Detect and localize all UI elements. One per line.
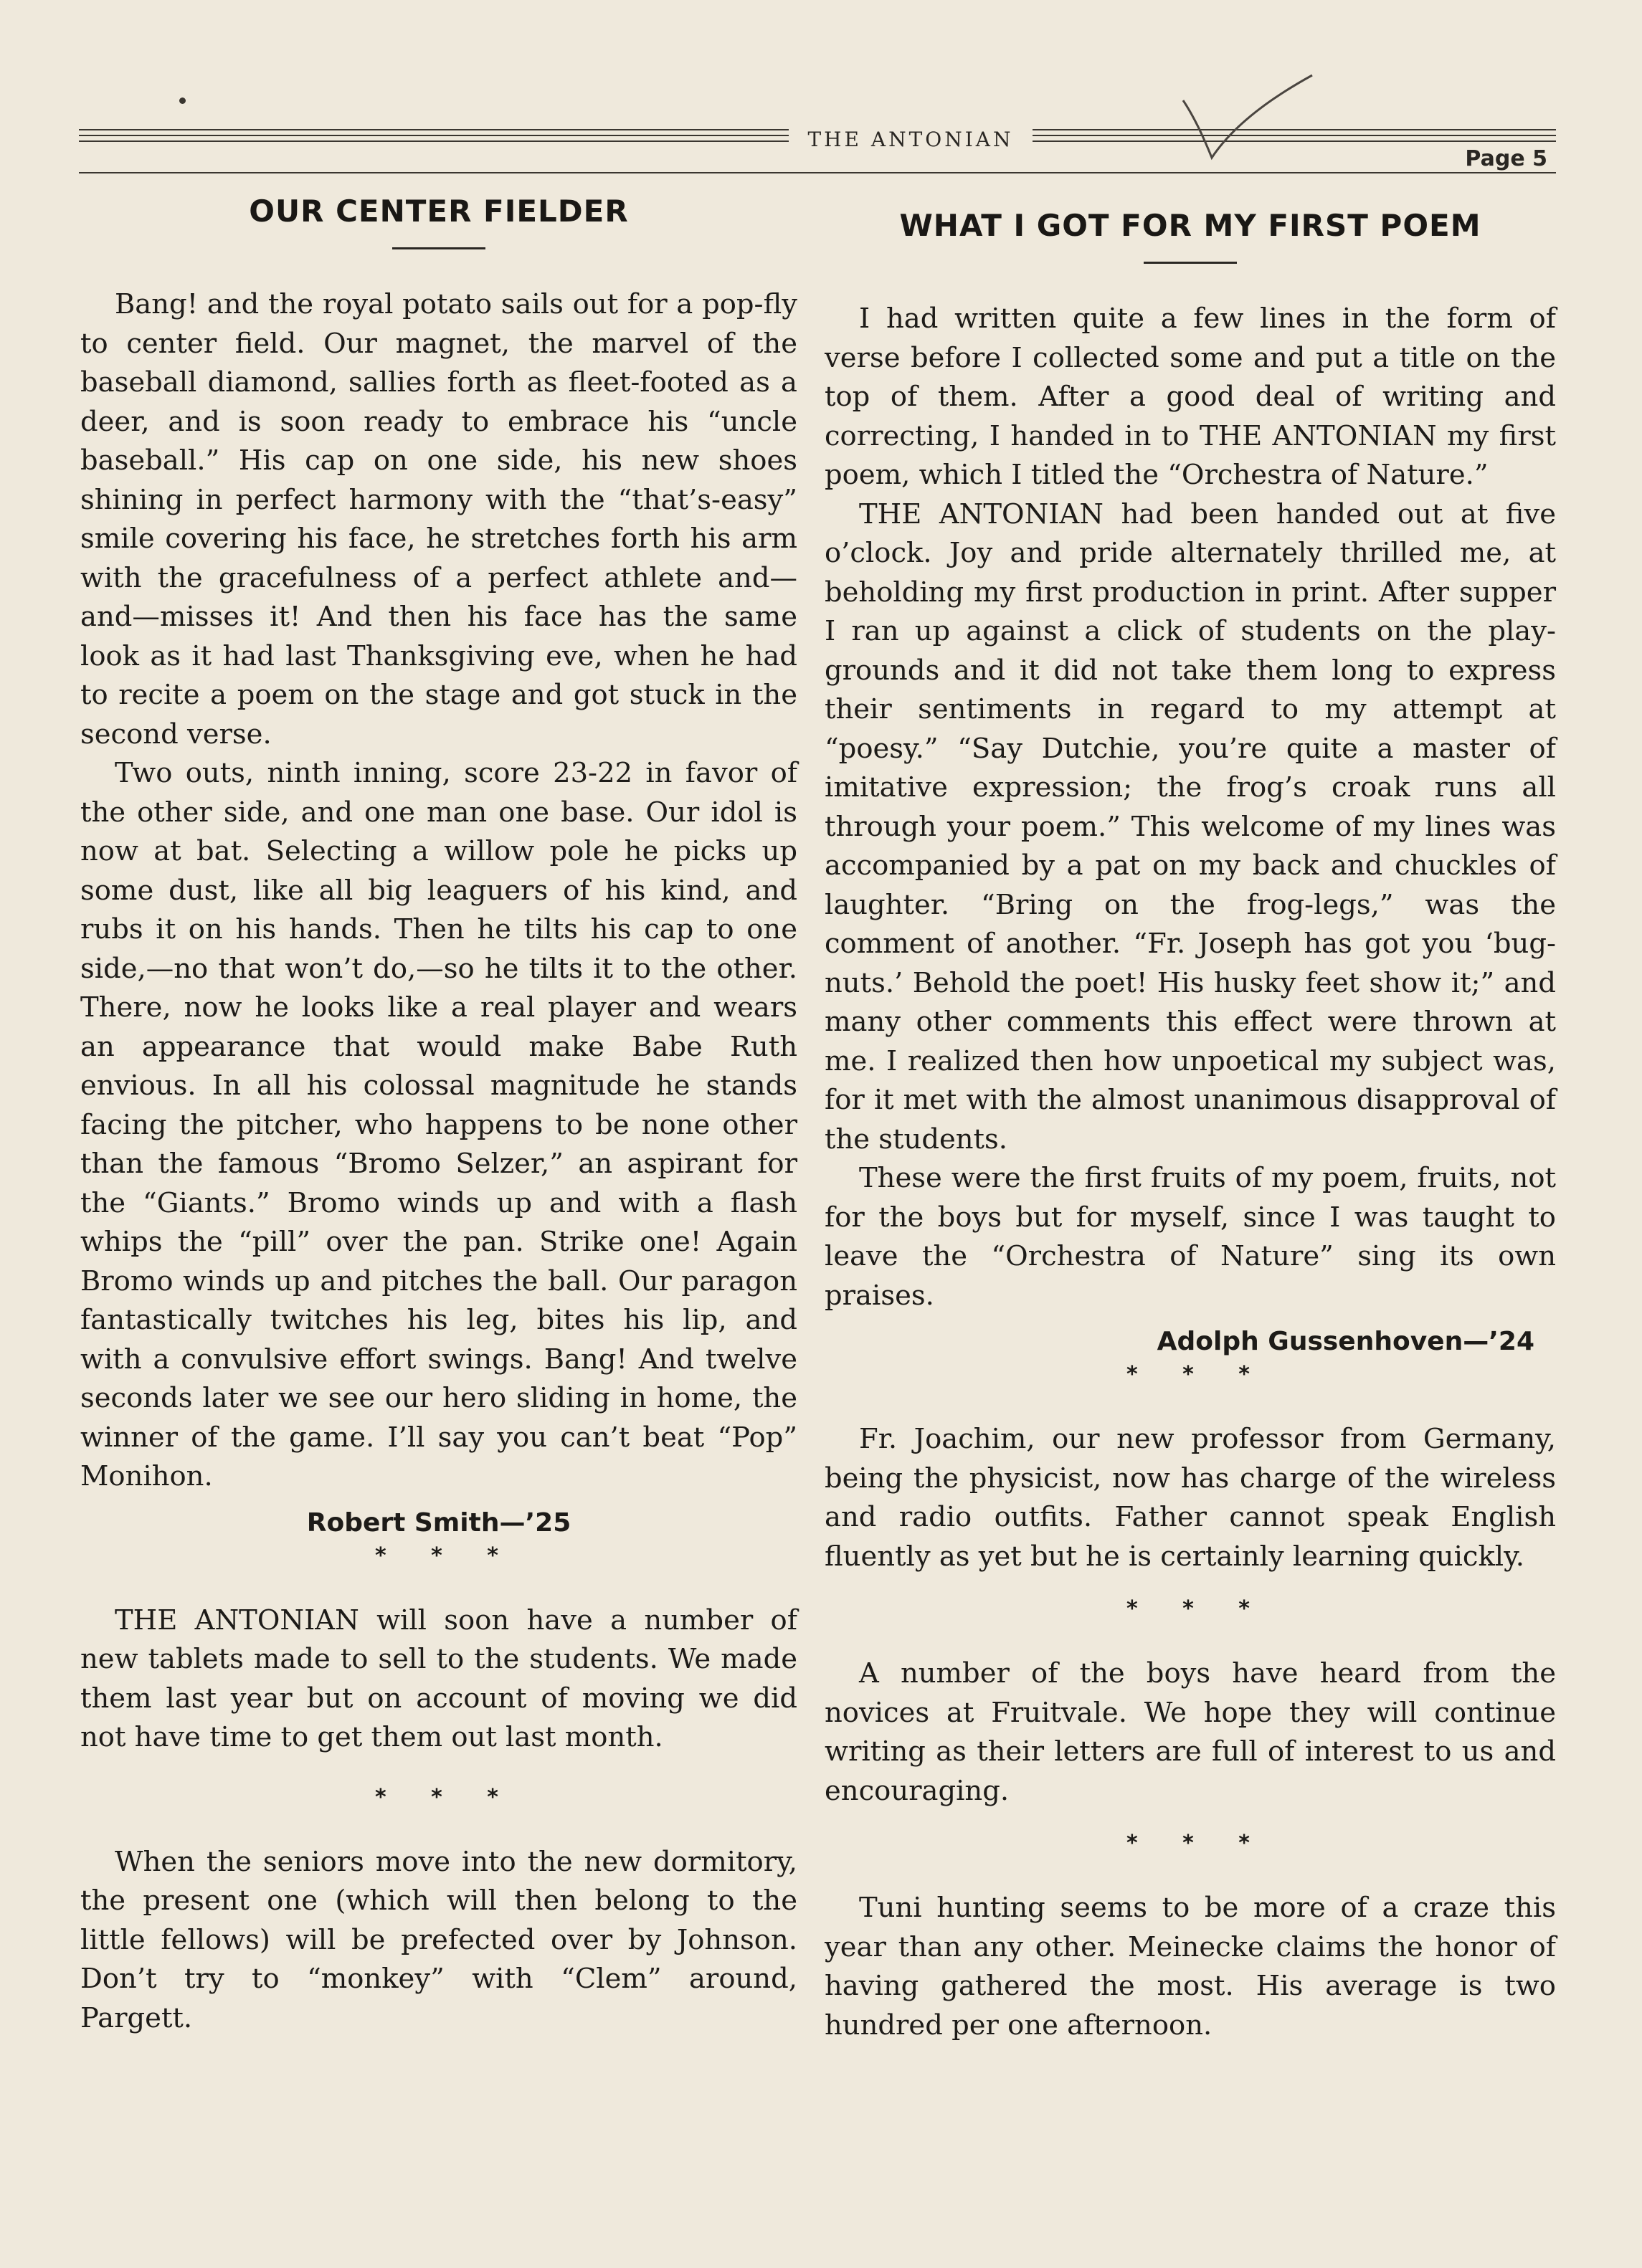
- title-rule: [1144, 262, 1237, 264]
- ink-speck: [179, 97, 186, 104]
- left-column: [80, 186, 797, 2038]
- article-title-first-poem: WHAT I GOT FOR MY FIRST POEM: [899, 208, 1481, 243]
- article-paragraph: I had written quite a few lines in the form of verse before I collected some and put a title on the top of them. After a good deal of writing and correcting, I handed in to THE ANTONIAN my first poem, which I titled the “Orchestra of Nature.”: [825, 302, 1556, 491]
- masthead: THE ANTONIAN: [789, 128, 1033, 151]
- separator: * * *: [1126, 1831, 1268, 1856]
- right-column: [825, 201, 1556, 2045]
- news-note: Fr. Joachim, our new professor from Germany, being the physicist, now has charge of the wireless and radio outfits. Father cannot speak English fluently as yet but he is certainly learning quickly.: [825, 1423, 1556, 1573]
- article-paragraph: THE ANTONIAN had been handed out at five o’clock. Joy and pride alternately thrilled me, at beholding my first production in print. After supper I ran up against a click of students on the play-grounds and it did not take them long to express their sentiments in regard to my attempt at “poesy.” “Say Dutchie, you’re quite a master of imitative expression; the frog’s croak runs all through your poem.” This welcome of my lines was accompanied by a pat on my back and chuckles of laughter. “Bring on the frog-legs,” was the comment of another. “Fr. Joseph has got you ‘bug-nuts.’ Behold the poet! His husky feet show it;” and many other comments this effect were thrown at me. I realized then how unpoetical my subject was, for it met with the almost unanimous disapproval of the students.: [825, 497, 1556, 1156]
- news-note: When the seniors move into the new dormitory, the present one (which will then belong to the little fellows) will be prefected over by Johnson. Don’t try to “monkey” with “Clem” around, Pargett.: [80, 1845, 797, 2034]
- header-rule-bottom: [79, 172, 1556, 173]
- title-rule: [392, 247, 485, 249]
- article-paragraph: Bang! and the royal potato sails out for a pop-fly to center field. Our magnet, the marvel of the baseball diamond, sallies forth as fleet-footed as a deer, and is soon ready to embrace his “uncle baseball.” His cap on one side, his new shoes shining in perfect harmony with the “that’s-easy” smile covering his face, he stretches forth his arm with the gracefulness of a perfect athlete and—and—misses it! And then his face has the same look as it had last Thanksgiving eve, when he had to recite a poem on the stage and got stuck in the second verse.: [80, 288, 797, 751]
- article-title-center-fielder: OUR CENTER FIELDER: [249, 194, 629, 229]
- separator: * * *: [375, 1784, 517, 1810]
- byline-adolph-gussenhoven: Adolph Gussenhoven—’24: [1157, 1327, 1534, 1356]
- page-header: [79, 120, 1556, 178]
- news-note: Tuni hunting seems to be more of a craze this year than any other. Meinecke claims the honor of having gathered the most. His average is two hundred per one afternoon.: [825, 1892, 1556, 2041]
- article-paragraph: Two outs, ninth inning, score 23-22 in favor of the other side, and one man one base. Our idol is now at bat. Selecting a willow pole he picks up some dust, like all big leaguers of his kind, and rubs it on his hands. Then he tilts his cap to one side,—no that won’t do,—so he tilts it to the other. There, now he looks like a real player and wears an appearance that would make Babe Ruth envious. In all his colossal magnitude he stands facing the pitcher, who happens to be none other than the famous “Bromo Selzer,” an aspirant for the “Giants.” Bromo winds up and with a flash whips the “pill” over the pan. Strike one! Again Bromo winds up and pitches the ball. Our paragon fantastically twitches his leg, bites his lip, and with a convulsive effort swings. Bang! And twelve seconds later we see our hero sliding in home, the winner of the game. I’ll say you can’t beat “Pop” Monihon.: [80, 757, 797, 1492]
- article-paragraph: These were the first fruits of my poem, fruits, not for the boys but for myself, since I was taught to leave the “Orchestra of Nature” sing its own praises.: [825, 1162, 1556, 1312]
- page-number: Page 5: [1465, 146, 1547, 171]
- news-note: THE ANTONIAN will soon have a number of new tablets made to sell to the students. We made them last year but on account of moving we did not have time to get them out last month.: [80, 1604, 797, 1753]
- byline-robert-smith: Robert Smith—’25: [306, 1507, 571, 1538]
- separator: * * *: [1126, 1596, 1268, 1621]
- separator: * * *: [375, 1543, 517, 1568]
- news-note: A number of the boys have heard from the novices at Fruitvale. We hope they will continue writing as their letters are full of interest to us and encouraging.: [825, 1657, 1556, 1807]
- separator: * * *: [1126, 1362, 1268, 1387]
- check-mark-icon: [1176, 72, 1319, 165]
